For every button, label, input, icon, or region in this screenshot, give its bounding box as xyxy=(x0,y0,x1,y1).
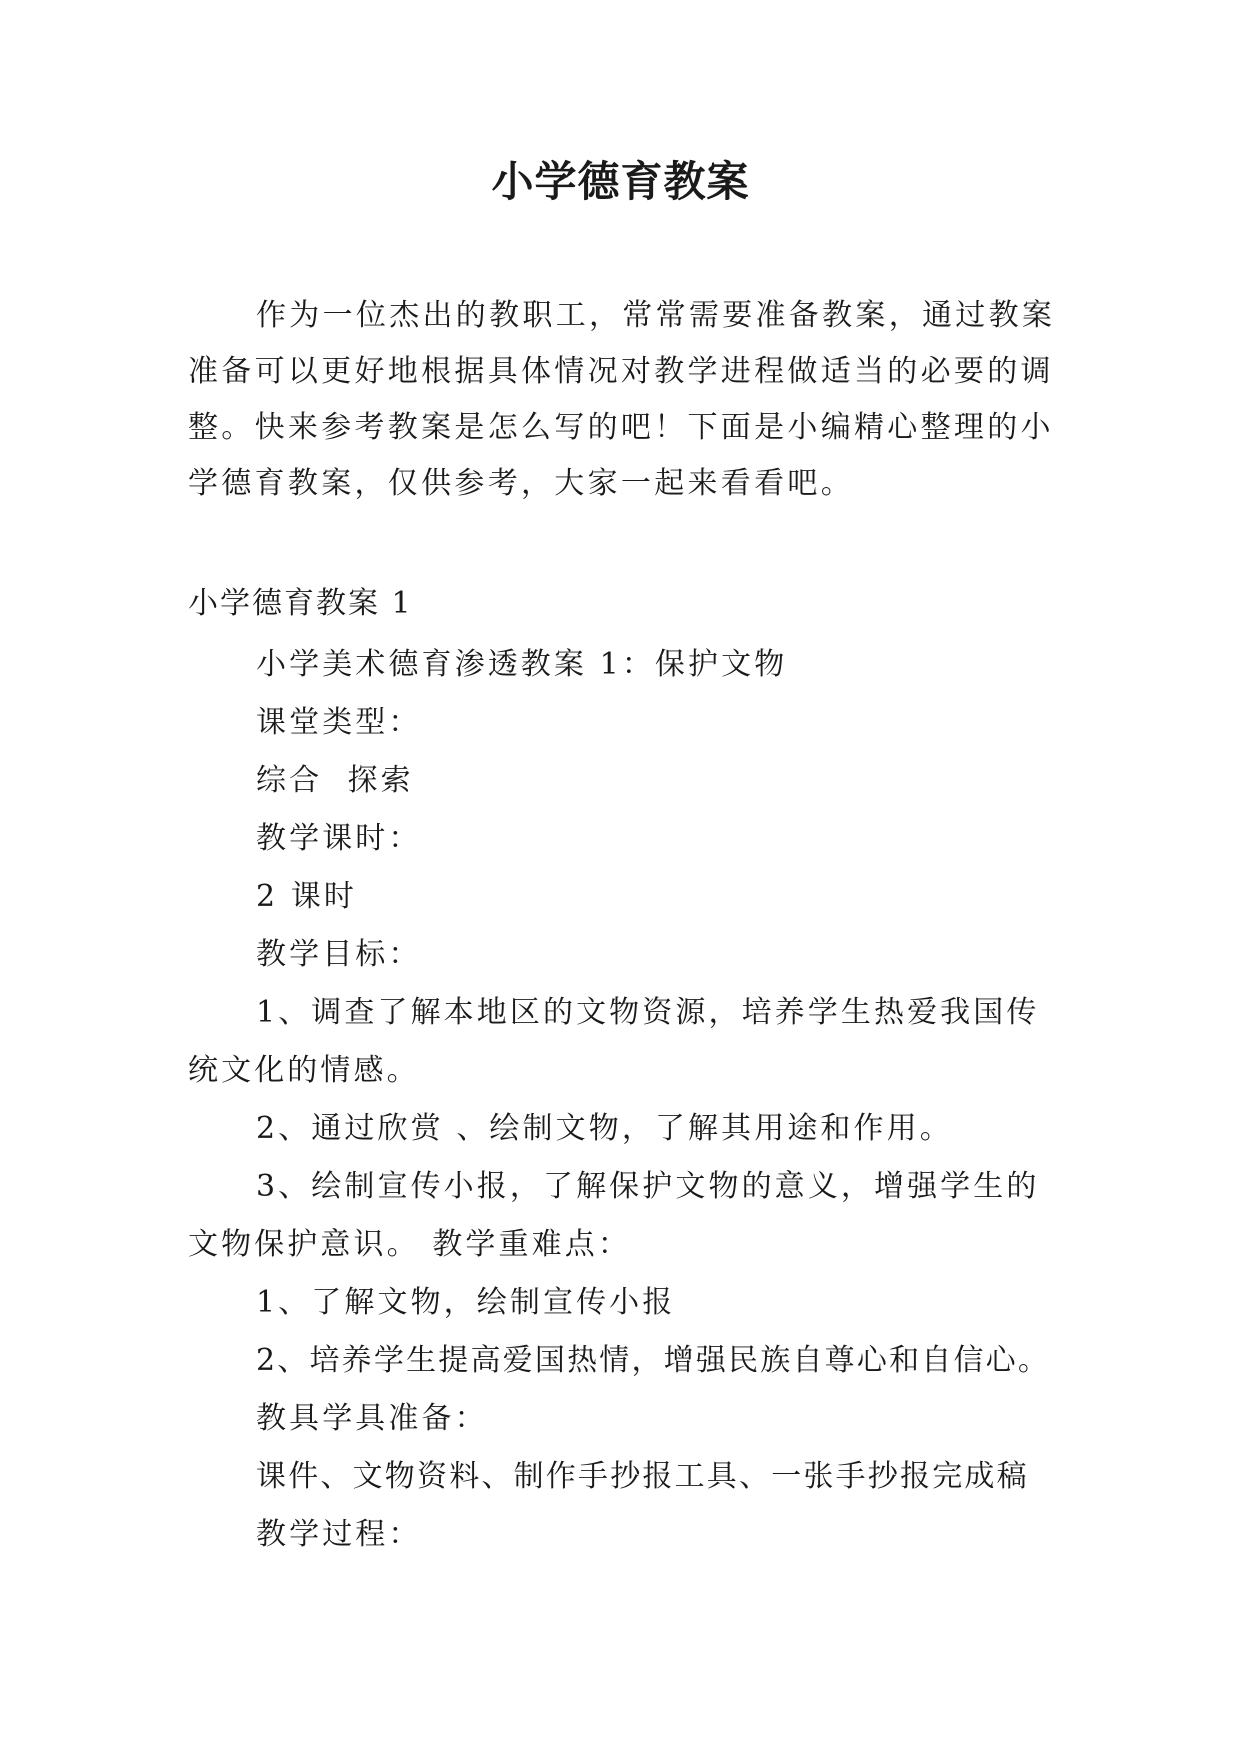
document-title: 小学德育教案 xyxy=(491,157,750,206)
intro-paragraph: 作为一位杰出的教职工，常常需要准备教案，通过教案准备可以更好地根据具体情况对教学进程做适当的必要的调整。快来参考教案是怎么写的吧！下面是小编精心整理的小学德育教案，仅供参考，大家一起来看看吧。 xyxy=(188,298,1056,501)
teaching-goal-2: 2、通过欣赏 、绘制文物，了解其用途和作用。 xyxy=(256,1111,953,1146)
class-hours-label: 教学课时： xyxy=(256,821,422,856)
key-point-1: 1、了解文物，绘制宣传小报 xyxy=(256,1285,676,1320)
teaching-goal-3: 3、绘制宣传小报，了解保护文物的意义，增强学生的文物保护意识。 教学重难点： xyxy=(188,1169,1040,1262)
class-type-value: 综合 探索 xyxy=(256,763,414,798)
class-hours-value: 2 课时 xyxy=(256,879,358,914)
teaching-process-label: 教学过程： xyxy=(256,1517,422,1552)
lesson-plan-body xyxy=(188,636,1058,1564)
teaching-goals-label: 教学目标： xyxy=(256,937,422,972)
lesson-title: 小学美术德育渗透教案 1：保护文物 xyxy=(256,647,788,682)
teaching-goal-1: 1、调查了解本地区的文物资源，培养学生热爱我国传统文化的情感。 xyxy=(188,995,1040,1088)
class-type-label: 课堂类型： xyxy=(256,705,422,740)
materials-label: 教具学具准备： xyxy=(256,1401,488,1436)
materials-value: 课件、文物资料、制作手抄报工具、一张手抄报完成稿 xyxy=(256,1459,1029,1494)
section-heading: 小学德育教案 1 xyxy=(188,586,413,621)
key-point-2: 2、培养学生提高爱国热情，增强民族自尊心和自信心。 xyxy=(256,1343,1051,1378)
